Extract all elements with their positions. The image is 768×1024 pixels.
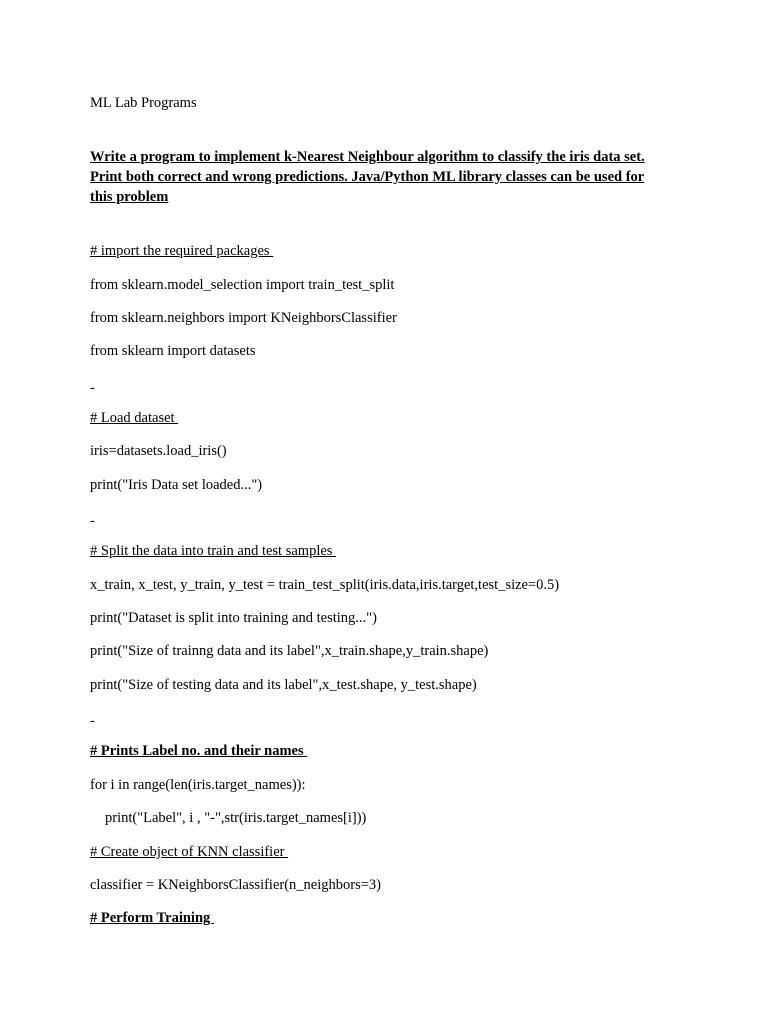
comment-training: # Perform Training xyxy=(90,910,214,926)
comment-split: # Split the data into train and test samples xyxy=(90,543,337,559)
comment-import: # import the required packages xyxy=(90,243,274,259)
code-line: classifier = KNeighborsClassifier(n_neighbors=3) xyxy=(90,877,381,893)
separator-dash: - xyxy=(90,513,95,529)
code-line: print("Label", i , "-",str(iris.target_names[i])) xyxy=(105,810,367,826)
code-line: from sklearn import datasets xyxy=(90,343,256,359)
doc-title: ML Lab Programs xyxy=(90,95,197,111)
separator-dash: - xyxy=(90,713,95,729)
problem-line-1: Write a program to implement k-Nearest Neighbour algorithm to classify the iris data set. xyxy=(90,149,645,165)
problem-statement xyxy=(90,147,690,207)
comment-load: # Load dataset xyxy=(90,410,179,426)
code-line: print("Dataset is split into training and testing...") xyxy=(90,610,377,626)
code-line: print("Size of trainng data and its label",x_train.shape,y_train.shape) xyxy=(90,643,489,659)
code-line: for i in range(len(iris.target_names)): xyxy=(90,777,306,793)
problem-line-3: this problem xyxy=(90,189,169,205)
code-line: from sklearn.model_selection import train_test_split xyxy=(90,277,395,293)
separator-dash: - xyxy=(90,380,95,396)
comment-labels: # Prints Label no. and their names xyxy=(90,743,308,759)
code-line: x_train, x_test, y_train, y_test = train_test_split(iris.data,iris.target,test_size=0.5) xyxy=(90,577,560,593)
code-line: from sklearn.neighbors import KNeighborsClassifier xyxy=(90,310,397,326)
code-line: iris=datasets.load_iris() xyxy=(90,443,227,459)
code-line: print("Size of testing data and its label",x_test.shape, y_test.shape) xyxy=(90,677,477,693)
code-line: print("Iris Data set loaded...") xyxy=(90,477,263,493)
problem-line-2: Print both correct and wrong predictions. Java/Python ML library classes can be used for xyxy=(90,169,645,185)
comment-knn: # Create object of KNN classifier xyxy=(90,844,289,860)
